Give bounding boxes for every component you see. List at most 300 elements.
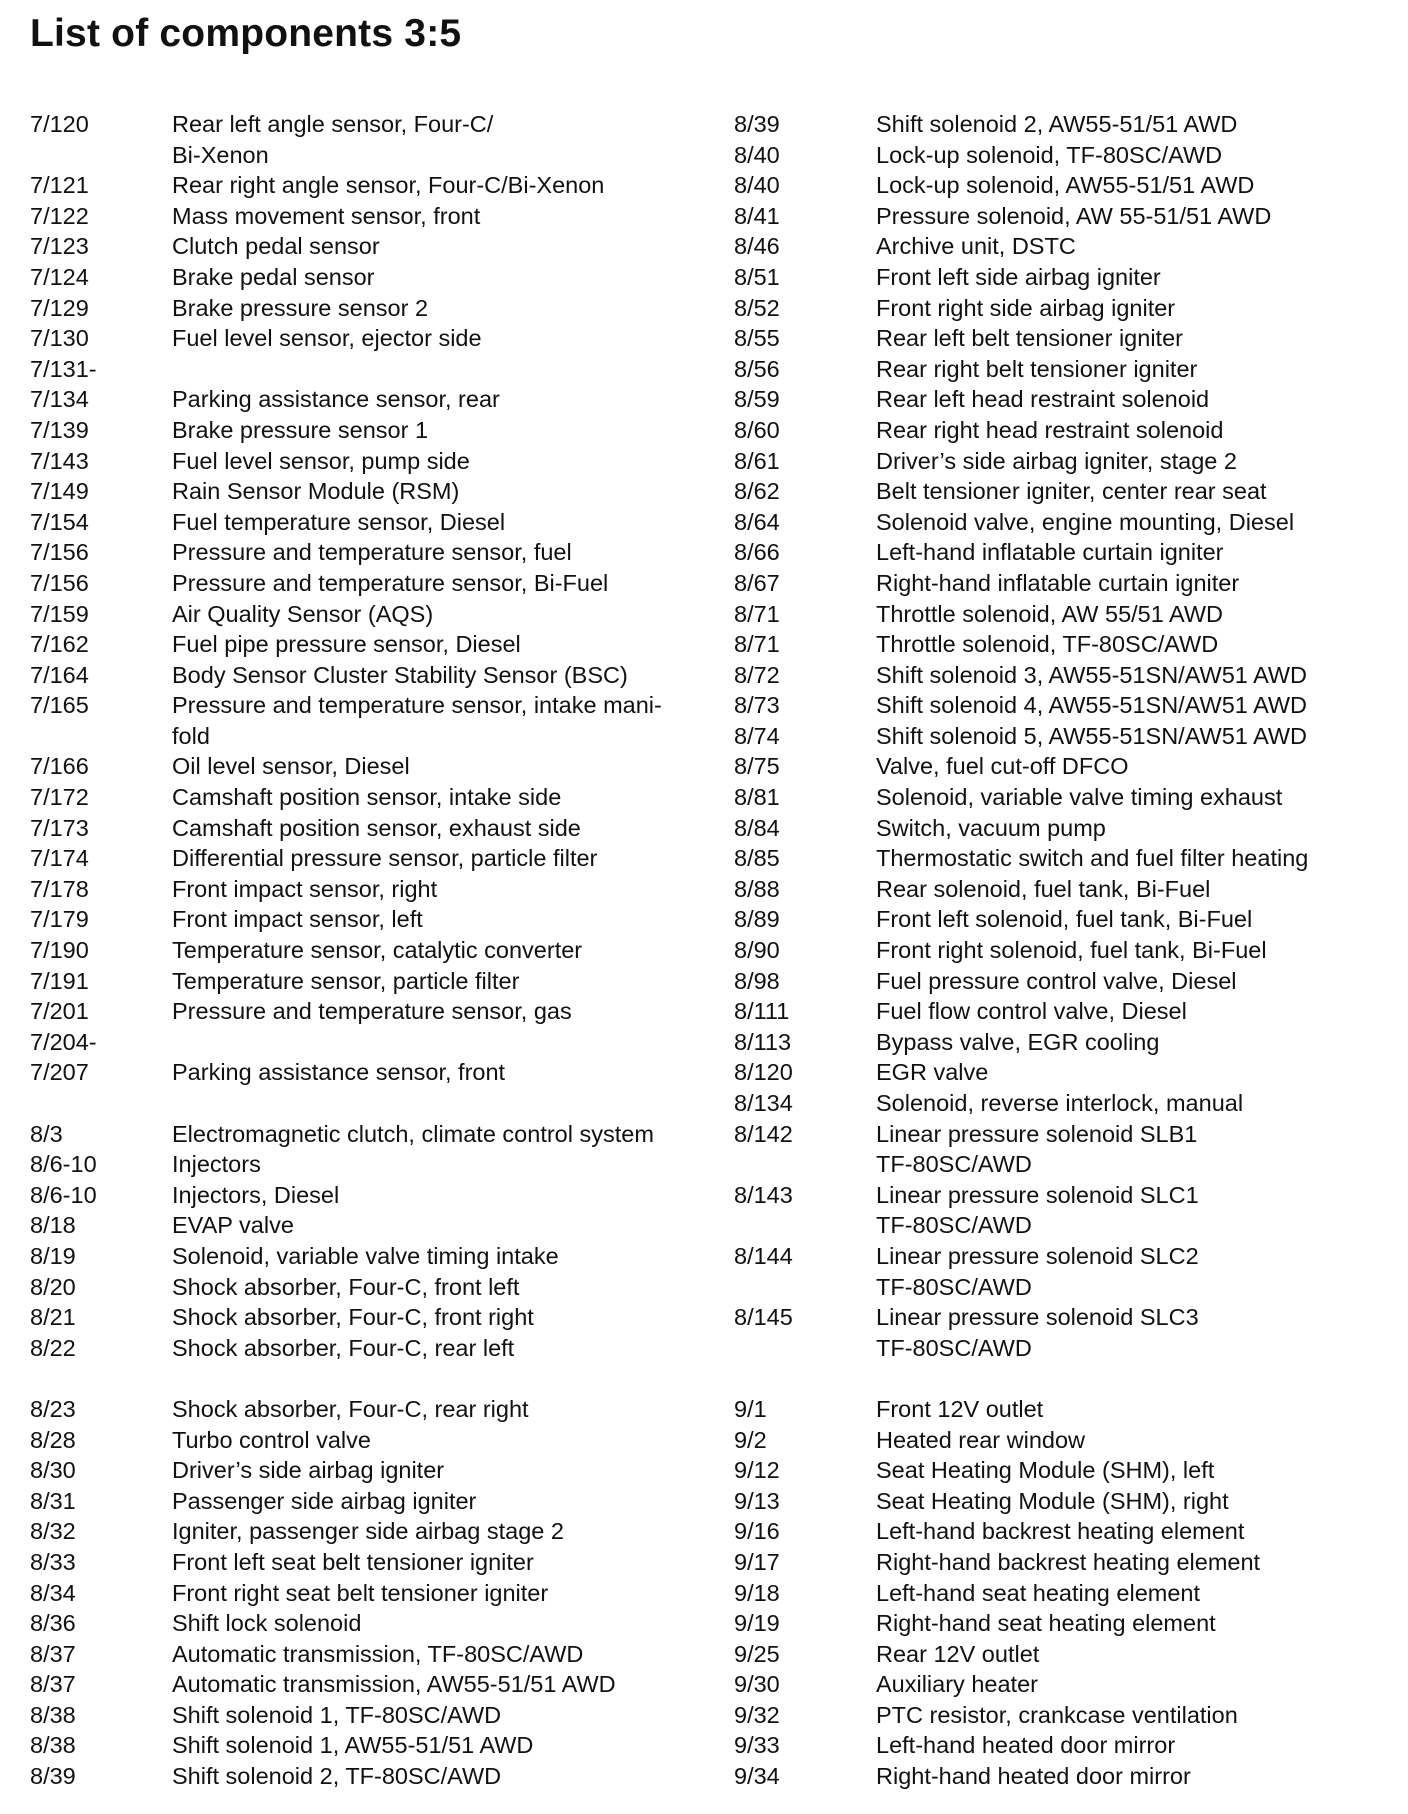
- component-description: Fuel temperature sensor, Diesel: [172, 508, 506, 535]
- component-description: Switch, vacuum pump: [876, 814, 1106, 841]
- list-item: [734, 201, 1394, 232]
- list-item: [734, 1669, 1394, 1700]
- component-code: 7/122: [30, 202, 89, 229]
- component-description: Shock absorber, Four-C, front left: [172, 1273, 520, 1300]
- component-description: Passenger side airbag igniter: [172, 1487, 477, 1514]
- list-item: [734, 1516, 1394, 1547]
- component-description: Rear right head restraint solenoid: [876, 416, 1224, 443]
- component-code: 7/174: [30, 845, 89, 872]
- component-description: Shift solenoid 1, AW55-51/51 AWD: [172, 1732, 534, 1759]
- component-code: 7/124: [30, 263, 89, 290]
- list-item: [30, 1761, 710, 1792]
- component-code: 9/2: [734, 1426, 767, 1453]
- list-item: [734, 660, 1394, 691]
- component-description: fold: [172, 722, 210, 749]
- component-code: 8/51: [734, 263, 780, 290]
- component-code: 8/6-10: [30, 1181, 97, 1208]
- component-description: Shift solenoid 2, AW55-51/51 AWD: [876, 111, 1238, 137]
- list-item: [30, 1057, 710, 1088]
- component-description: Rear solenoid, fuel tank, Bi-Fuel: [876, 875, 1211, 902]
- component-code: [30, 721, 172, 752]
- list-item: [30, 231, 710, 262]
- component-code: 9/33: [734, 1732, 780, 1759]
- component-description: Front left solenoid, fuel tank, Bi-Fuel: [876, 906, 1253, 933]
- component-code: 8/89: [734, 906, 780, 933]
- list-item: [734, 935, 1394, 966]
- component-description: Fuel level sensor, pump side: [172, 447, 470, 474]
- component-description: Pressure and temperature sensor, fuel: [172, 539, 572, 566]
- list-item: [734, 690, 1394, 721]
- list-item: [734, 1578, 1394, 1609]
- component-code: 9/34: [734, 1763, 780, 1790]
- component-description: TF-80SC/AWD: [876, 1151, 1032, 1178]
- list-item: [734, 293, 1394, 324]
- component-code: 9/12: [734, 1457, 780, 1484]
- component-code: 7/156: [30, 539, 89, 566]
- component-description: Temperature sensor, particle filter: [172, 967, 520, 994]
- list-item: [734, 170, 1394, 201]
- component-description: Linear pressure solenoid SLB1: [876, 1120, 1198, 1147]
- component-description: [172, 1363, 710, 1394]
- component-description: PTC resistor, crankcase ventilation: [876, 1701, 1238, 1728]
- list-item: [734, 1119, 1394, 1150]
- component-code: 8/134: [734, 1090, 793, 1116]
- component-code: 8/56: [734, 355, 780, 382]
- component-description: Belt tensioner igniter, center rear seat: [876, 478, 1267, 505]
- list-item: [734, 1363, 1394, 1394]
- component-code: 7/121: [30, 172, 89, 199]
- component-description: Right-hand heated door mirror: [876, 1763, 1191, 1790]
- list-item: [734, 966, 1394, 997]
- component-code: 8/120: [734, 1059, 793, 1086]
- list-item: [30, 140, 710, 171]
- list-item: [30, 170, 710, 201]
- list-item: [30, 446, 710, 477]
- list-item: [30, 660, 710, 691]
- list-item: [30, 293, 710, 324]
- component-code: 8/36: [30, 1610, 76, 1637]
- component-description: Rear right belt tensioner igniter: [876, 355, 1198, 382]
- list-item: [30, 1486, 710, 1517]
- list-item: [30, 1241, 710, 1272]
- list-item: [30, 1180, 710, 1211]
- list-item: [734, 140, 1394, 171]
- component-code: 7/130: [30, 325, 89, 352]
- component-code: 8/33: [30, 1548, 76, 1575]
- component-code: 7/149: [30, 478, 89, 505]
- component-description: Camshaft position sensor, exhaust side: [172, 814, 581, 841]
- component-code: 7/131-: [30, 355, 97, 382]
- list-item: [734, 446, 1394, 477]
- component-code: 7/123: [30, 233, 89, 260]
- component-code: 8/46: [734, 233, 780, 260]
- list-item: [30, 1088, 710, 1119]
- component-description: Air Quality Sensor (AQS): [172, 600, 434, 627]
- component-code: 7/191: [30, 967, 89, 994]
- component-code: 7/154: [30, 508, 89, 535]
- list-item: [30, 1394, 710, 1425]
- component-code: 7/178: [30, 875, 89, 902]
- list-item: [734, 1272, 1394, 1303]
- component-description: TF-80SC/AWD: [876, 1273, 1032, 1300]
- component-code: 7/159: [30, 600, 89, 627]
- component-code: 8/84: [734, 814, 780, 841]
- list-item: [734, 1394, 1394, 1425]
- component-code: 8/23: [30, 1395, 76, 1422]
- component-description: Shock absorber, Four-C, front right: [172, 1304, 534, 1331]
- component-description: Front impact sensor, right: [172, 875, 438, 902]
- component-description: Fuel level sensor, ejector side: [172, 325, 482, 352]
- component-description: Oil level sensor, Diesel: [172, 753, 410, 780]
- list-item: [30, 415, 710, 446]
- list-item: [734, 109, 1394, 140]
- component-code: 8/52: [734, 294, 780, 321]
- component-code: 9/18: [734, 1579, 780, 1606]
- list-item: [734, 904, 1394, 935]
- component-code: 7/204-: [30, 1028, 97, 1055]
- component-code: [30, 140, 172, 171]
- component-description: Front right side airbag igniter: [876, 294, 1176, 321]
- component-code: 8/62: [734, 478, 780, 505]
- component-code: 8/75: [734, 753, 780, 780]
- component-code: 7/139: [30, 416, 89, 443]
- list-item: [30, 1363, 710, 1394]
- list-item: [734, 1302, 1394, 1333]
- component-description: Injectors: [172, 1151, 261, 1178]
- component-description: Shift lock solenoid: [172, 1610, 362, 1637]
- list-item: [30, 201, 710, 232]
- list-item: [734, 1730, 1394, 1761]
- list-item: [734, 231, 1394, 262]
- component-description: Front left seat belt tensioner igniter: [172, 1548, 534, 1575]
- list-item: [30, 813, 710, 844]
- list-item: [734, 568, 1394, 599]
- list-item: [734, 599, 1394, 630]
- list-item: [734, 1210, 1394, 1241]
- list-item: [734, 1088, 1394, 1119]
- component-description: Fuel flow control valve, Diesel: [876, 998, 1187, 1025]
- component-code: 9/30: [734, 1671, 780, 1698]
- list-item: [30, 1639, 710, 1670]
- list-item: [734, 1761, 1394, 1792]
- component-description: Left-hand inflatable curtain igniter: [876, 539, 1224, 566]
- component-code: 7/143: [30, 447, 89, 474]
- component-description: Solenoid, reverse interlock, manual: [876, 1090, 1244, 1116]
- list-item: [30, 966, 710, 997]
- component-code: 7/173: [30, 814, 89, 841]
- component-code: 7/129: [30, 294, 89, 321]
- component-description: Brake pedal sensor: [172, 263, 375, 290]
- list-item: [734, 1333, 1394, 1364]
- component-code: 8/85: [734, 845, 780, 872]
- component-description: Pressure and temperature sensor, Bi-Fuel: [172, 569, 609, 596]
- component-code: 8/22: [30, 1334, 76, 1361]
- component-description: EGR valve: [876, 1059, 989, 1086]
- component-description: TF-80SC/AWD: [876, 1334, 1032, 1361]
- component-code: [734, 1149, 876, 1180]
- component-description: Shift solenoid 1, TF-80SC/AWD: [172, 1701, 502, 1728]
- component-code: 8/40: [734, 141, 780, 168]
- component-description: Shift solenoid 5, AW55-51SN/AW51 AWD: [876, 722, 1308, 749]
- component-description: Clutch pedal sensor: [172, 233, 380, 260]
- list-item: [30, 874, 710, 905]
- component-description: Front 12V outlet: [876, 1395, 1044, 1422]
- list-item: [30, 1333, 710, 1364]
- list-item: [30, 599, 710, 630]
- component-description: Linear pressure solenoid SLC2: [876, 1242, 1199, 1269]
- component-code: 8/73: [734, 692, 780, 719]
- list-item: [734, 843, 1394, 874]
- component-code: 8/41: [734, 202, 780, 229]
- component-description: Pressure and temperature sensor, intake mani-: [172, 692, 662, 719]
- list-item: [30, 1578, 710, 1609]
- component-description: Front left side airbag igniter: [876, 263, 1161, 290]
- component-description: Driver’s side airbag igniter: [172, 1457, 445, 1484]
- component-code: 8/66: [734, 539, 780, 566]
- component-code: 8/64: [734, 508, 780, 535]
- component-description: Differential pressure sensor, particle filter: [172, 845, 598, 872]
- component-code: 8/74: [734, 722, 780, 749]
- list-item: [734, 1241, 1394, 1272]
- component-description: Fuel pipe pressure sensor, Diesel: [172, 631, 521, 658]
- list-item: [734, 1057, 1394, 1088]
- list-item: [734, 1425, 1394, 1456]
- list-item: [734, 1700, 1394, 1731]
- component-code: 8/61: [734, 447, 780, 474]
- component-description: Valve, fuel cut-off DFCO: [876, 753, 1129, 780]
- component-code: 8/40: [734, 172, 780, 199]
- list-item: [734, 1639, 1394, 1670]
- list-item: [734, 996, 1394, 1027]
- component-code: 8/38: [30, 1732, 76, 1759]
- list-item: [30, 1608, 710, 1639]
- component-code: 7/166: [30, 753, 89, 780]
- component-description: Seat Heating Module (SHM), right: [876, 1487, 1229, 1514]
- component-description: Throttle solenoid, AW 55/51 AWD: [876, 600, 1224, 627]
- list-item: [734, 476, 1394, 507]
- list-item: [30, 1669, 710, 1700]
- component-description: Igniter, passenger side airbag stage 2: [172, 1518, 564, 1545]
- component-code: 8/111: [734, 998, 790, 1025]
- component-description: Bypass valve, EGR cooling: [876, 1028, 1160, 1055]
- list-item: [30, 1210, 710, 1241]
- component-code: 8/32: [30, 1518, 76, 1545]
- component-code: 8/31: [30, 1487, 76, 1514]
- list-item: [30, 1272, 710, 1303]
- component-code: 7/120: [30, 111, 89, 137]
- component-description: Shock absorber, Four-C, rear right: [172, 1395, 529, 1422]
- component-description: Pressure solenoid, AW 55-51/51 AWD: [876, 202, 1272, 229]
- component-code: 7/162: [30, 631, 89, 658]
- component-description: Shift solenoid 2, TF-80SC/AWD: [172, 1763, 502, 1790]
- component-code: 8/142: [734, 1120, 793, 1147]
- list-item: [30, 323, 710, 354]
- component-description: [172, 354, 710, 385]
- list-item: [30, 1149, 710, 1180]
- component-code: 8/90: [734, 937, 780, 964]
- component-description: Solenoid valve, engine mounting, Diesel: [876, 508, 1295, 535]
- list-item: [30, 1119, 710, 1150]
- component-code: 8/71: [734, 631, 780, 658]
- list-item: [30, 996, 710, 1027]
- component-description: Rear left belt tensioner igniter: [876, 325, 1183, 352]
- component-description: Injectors, Diesel: [172, 1181, 340, 1208]
- component-description: Linear pressure solenoid SLC3: [876, 1304, 1199, 1331]
- list-item: [734, 1608, 1394, 1639]
- list-item: [30, 721, 710, 752]
- component-code: [734, 1272, 876, 1303]
- component-description: Archive unit, DSTC: [876, 233, 1076, 260]
- component-code: [734, 1210, 876, 1241]
- component-description: Camshaft position sensor, intake side: [172, 784, 562, 811]
- list-item: [734, 1149, 1394, 1180]
- component-description: Automatic transmission, AW55-51/51 AWD: [172, 1671, 616, 1698]
- component-description: Rear left head restraint solenoid: [876, 386, 1210, 413]
- component-description: Front right solenoid, fuel tank, Bi-Fuel: [876, 937, 1267, 964]
- component-code: 8/28: [30, 1426, 76, 1453]
- page-title: List of components 3:5: [30, 12, 462, 55]
- component-description: Turbo control valve: [172, 1426, 371, 1453]
- component-code: 8/71: [734, 600, 780, 627]
- component-code: [734, 1333, 876, 1364]
- component-description: TF-80SC/AWD: [876, 1212, 1032, 1239]
- component-description: [876, 1363, 1394, 1394]
- component-code: 8/30: [30, 1457, 76, 1484]
- list-item: [30, 568, 710, 599]
- component-code: 8/19: [30, 1242, 76, 1269]
- component-description: Fuel pressure control valve, Diesel: [876, 967, 1237, 994]
- component-description: Bi-Xenon: [172, 141, 269, 168]
- component-code: 8/21: [30, 1304, 76, 1331]
- list-item: [734, 384, 1394, 415]
- component-list-left: [30, 109, 710, 1792]
- component-description: Thermostatic switch and fuel filter heating: [876, 845, 1309, 872]
- list-item: [734, 721, 1394, 752]
- list-item: [30, 1547, 710, 1578]
- list-item: [30, 843, 710, 874]
- component-code: 8/72: [734, 661, 780, 688]
- list-item: [734, 1455, 1394, 1486]
- component-code: 8/39: [734, 111, 780, 137]
- component-code: 9/1: [734, 1395, 767, 1422]
- list-item: [734, 782, 1394, 813]
- list-item: [734, 751, 1394, 782]
- list-item: [734, 354, 1394, 385]
- list-item: [30, 751, 710, 782]
- list-item: [30, 782, 710, 813]
- component-code: 8/98: [734, 967, 780, 994]
- component-description: Linear pressure solenoid SLC1: [876, 1181, 1199, 1208]
- component-description: Parking assistance sensor, rear: [172, 386, 500, 413]
- component-code: [734, 1363, 876, 1394]
- list-item: [30, 476, 710, 507]
- component-description: Brake pressure sensor 2: [172, 294, 429, 321]
- component-description: Heated rear window: [876, 1426, 1085, 1453]
- component-description: Automatic transmission, TF-80SC/AWD: [172, 1640, 584, 1667]
- list-item: [30, 537, 710, 568]
- component-list-right: [734, 109, 1394, 1792]
- list-item: [734, 537, 1394, 568]
- component-code: 8/143: [734, 1181, 793, 1208]
- list-item: [734, 1547, 1394, 1578]
- component-description: Right-hand backrest heating element: [876, 1548, 1261, 1575]
- component-code: 8/81: [734, 784, 780, 811]
- component-code: 8/37: [30, 1671, 76, 1698]
- component-code: 9/32: [734, 1701, 780, 1728]
- component-code: 8/3: [30, 1120, 63, 1147]
- component-description: Solenoid, variable valve timing intake: [172, 1242, 559, 1269]
- list-item: [734, 1180, 1394, 1211]
- component-description: Electromagnetic clutch, climate control system: [172, 1120, 654, 1147]
- component-code: 7/207: [30, 1059, 89, 1086]
- component-code: 7/201: [30, 998, 89, 1025]
- component-description: Shift solenoid 3, AW55-51SN/AW51 AWD: [876, 661, 1308, 688]
- component-description: Left-hand backrest heating element: [876, 1518, 1245, 1545]
- component-description: Left-hand seat heating element: [876, 1579, 1201, 1606]
- component-description: Seat Heating Module (SHM), left: [876, 1457, 1215, 1484]
- list-item: [30, 507, 710, 538]
- list-item: [30, 1425, 710, 1456]
- component-description: Throttle solenoid, TF-80SC/AWD: [876, 631, 1219, 658]
- list-item: [30, 1700, 710, 1731]
- component-description: Rear right angle sensor, Four-C/Bi-Xenon: [172, 172, 605, 199]
- list-item: [30, 1455, 710, 1486]
- component-description: Rear 12V outlet: [876, 1640, 1040, 1667]
- list-item: [30, 1516, 710, 1547]
- component-code: 8/113: [734, 1028, 792, 1055]
- list-item: [30, 354, 710, 385]
- list-item: [30, 262, 710, 293]
- component-description: Body Sensor Cluster Stability Sensor (BSC): [172, 661, 628, 688]
- component-description: Front impact sensor, left: [172, 906, 423, 933]
- component-code: 7/179: [30, 906, 89, 933]
- component-code: 8/145: [734, 1304, 793, 1331]
- list-item: [734, 415, 1394, 446]
- list-item: [734, 874, 1394, 905]
- component-code: 9/25: [734, 1640, 780, 1667]
- component-code: 8/67: [734, 569, 780, 596]
- component-code: [30, 1088, 172, 1119]
- component-description: EVAP valve: [172, 1212, 294, 1239]
- component-description: Brake pressure sensor 1: [172, 416, 429, 443]
- list-item: [30, 109, 710, 140]
- list-item: [734, 1486, 1394, 1517]
- list-item: [734, 629, 1394, 660]
- list-item: [734, 262, 1394, 293]
- component-description: Right-hand seat heating element: [876, 1610, 1216, 1637]
- component-code: 8/39: [30, 1763, 76, 1790]
- list-item: [30, 935, 710, 966]
- component-description: Shock absorber, Four-C, rear left: [172, 1334, 515, 1361]
- component-description: Front right seat belt tensioner igniter: [172, 1579, 549, 1606]
- component-code: 7/164: [30, 661, 89, 688]
- component-code: 7/165: [30, 692, 89, 719]
- component-description: Mass movement sensor, front: [172, 202, 481, 229]
- component-code: 8/34: [30, 1579, 76, 1606]
- component-code: 8/59: [734, 386, 780, 413]
- list-item: [30, 384, 710, 415]
- component-description: Pressure and temperature sensor, gas: [172, 998, 572, 1025]
- component-code: 8/55: [734, 325, 780, 352]
- component-code: 9/19: [734, 1610, 780, 1637]
- component-description: Rain Sensor Module (RSM): [172, 478, 460, 505]
- component-description: [172, 1088, 710, 1119]
- list-item: [30, 1730, 710, 1761]
- list-item: [30, 904, 710, 935]
- component-code: 7/134: [30, 386, 89, 413]
- list-item: [734, 323, 1394, 354]
- component-code: 8/38: [30, 1701, 76, 1728]
